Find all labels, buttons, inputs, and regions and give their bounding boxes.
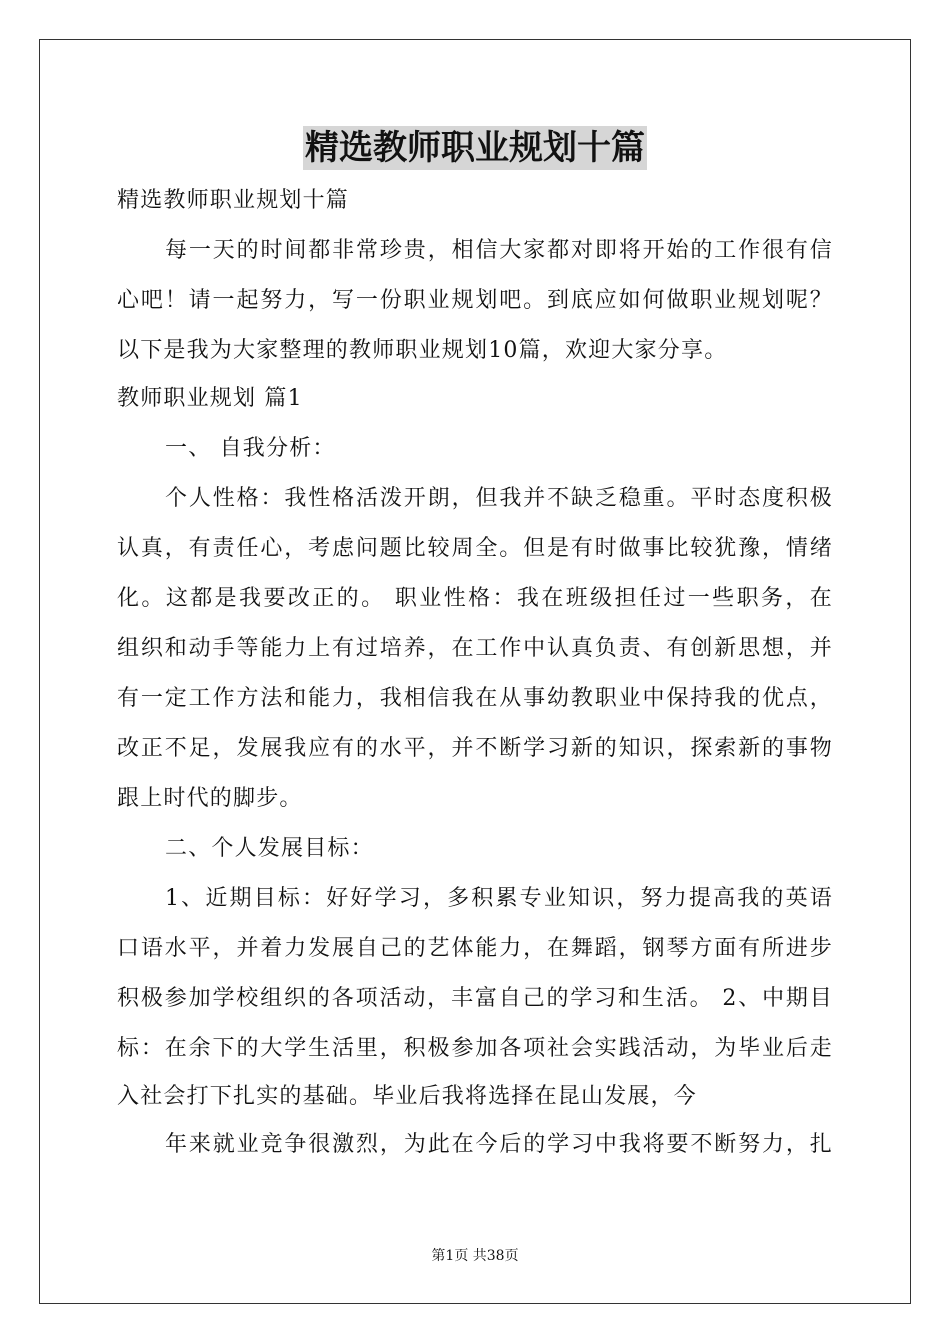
paragraph-line: 口语水平，并着力发展自己的艺体能力，在舞蹈，钢琴方面有所进步 (117, 936, 833, 961)
paragraph-line: 入社会打下扎实的基础。毕业后我将选择在昆山发展，今 (117, 1084, 698, 1109)
paragraph-line: 改正不足，发展我应有的水平，并不断学习新的知识，探索新的事物 (117, 736, 833, 761)
subsection-heading: 一、 自我分析： (165, 436, 336, 461)
document-title: 精选教师职业规划十篇 (305, 128, 645, 168)
paragraph-line: 标：在余下的大学生活里，积极参加各项社会实践活动，为毕业后走 (117, 1036, 833, 1061)
paragraph-line: 1、近期目标：好好学习，多积累专业知识，努力提高我的英语 (165, 886, 833, 911)
paragraph-line: 化。这都是我要改正的。 职业性格：我在班级担任过一些职务，在 (117, 586, 833, 611)
paragraph-line: 认真，有责任心，考虑问题比较周全。但是有时做事比较犹豫，情绪 (117, 536, 833, 561)
page-number-footer: 第1页 共38页 (431, 1248, 519, 1264)
paragraph-line: 年来就业竞争很激烈，为此在今后的学习中我将要不断努力，扎 (165, 1132, 833, 1157)
paragraph-line: 有一定工作方法和能力，我相信我在从事幼教职业中保持我的优点， (117, 686, 833, 711)
paragraph-line: 个人性格：我性格活泼开朗，但我并不缺乏稳重。平时态度积极 (165, 486, 833, 511)
paragraph-line: 组织和动手等能力上有过培养，在工作中认真负责、有创新思想，并 (117, 636, 833, 661)
paragraph-line: 跟上时代的脚步。 (117, 786, 303, 811)
paragraph-line: 积极参加学校组织的各项活动，丰富自己的学习和生活。 2、中期目 (117, 986, 833, 1011)
subsection-heading: 二、个人发展目标： (165, 836, 374, 861)
page-border (39, 39, 911, 1304)
paragraph-line: 心吧！请一起努力，写一份职业规划吧。到底应如何做职业规划呢？ (117, 288, 833, 313)
section-heading: 教师职业规划 篇1 (117, 386, 303, 411)
title-wrap (117, 126, 833, 170)
subtitle-line: 精选教师职业规划十篇 (117, 188, 350, 213)
paragraph-line: 以下是我为大家整理的教师职业规划10篇，欢迎大家分享。 (117, 338, 728, 363)
paragraph-line: 每一天的时间都非常珍贵，相信大家都对即将开始的工作很有信 (165, 238, 833, 263)
